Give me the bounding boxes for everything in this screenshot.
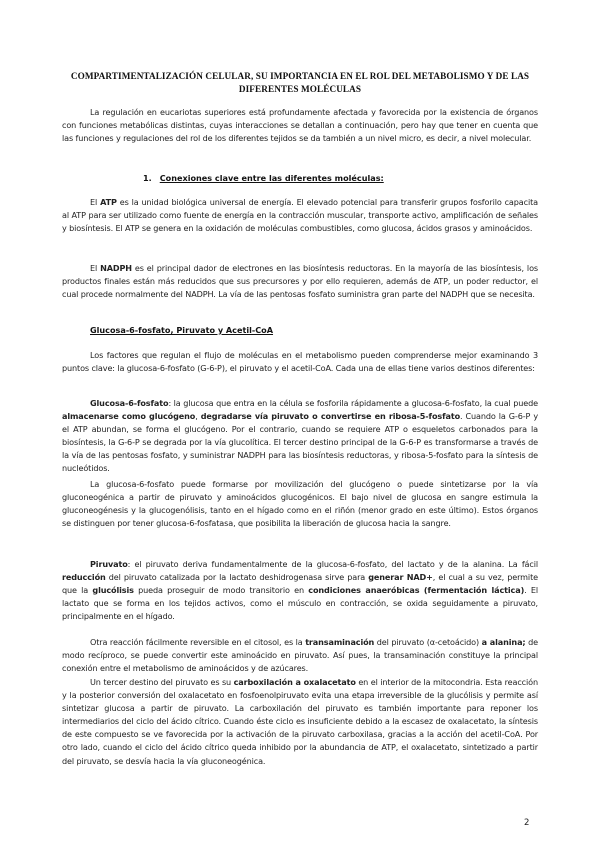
subheading-key-points: Glucosa-6-fosfato, Piruvato y Acetil-CoA [90, 325, 274, 335]
piruvato2-bold-2: a alanina; [481, 637, 526, 647]
intro-paragraph: La regulación en eucariotas superiores está profundamente afectada y favorecida por la existencia de órganos con funciones metabólicas distintas, cuyas interacciones se detallan a continuación, pero hay que tener en cuenta que las funciones y regulaciones del rol de los diferentes tejidos se da también a un nivel micro, es decir, a nivel molecular. [62, 107, 538, 144]
piruvato2-text-3: de modo recíproco, se puede convertir este aminoácido en piruvato. Así pues, la transaminación constituye la principal conexión entre el metabolismo de aminoácidos y de azúcares. [62, 637, 539, 674]
piruvato2-text-2: del piruvato (α-cetoácido) [374, 637, 482, 647]
g6p-text-1: : la glucosa que entra en la célula se fosforila rápidamente a glucosa-6-fosfato, la cual puede [168, 398, 538, 408]
g6p-paragraph [62, 397, 538, 476]
atp-paragraph [62, 196, 538, 235]
piruvato2-bold-1: transaminación [305, 637, 375, 647]
piruvato-bold-2: generar NAD+ [368, 572, 433, 583]
piruvato-bold-1: reducción [62, 572, 106, 583]
piruvato-paragraph-2 [62, 636, 538, 675]
piruvato-text-2: del piruvato catalizada por la lactato deshidrogenasa sirve para [105, 572, 369, 583]
piruvato-paragraph [62, 558, 538, 623]
nadph-pre: El [90, 263, 101, 273]
piruvato-text-4: pueda proseguir de modo transitorio en [133, 585, 309, 596]
atp-text: es la unidad biológica universal de energía. El elevado potencial para transferir grupos fosforilo capacita al ATP para ser utilizado como fuente de energía en la contracción muscular, transporte activo, amplificación de señales y biosíntesis. El ATP se genera en la oxidación de moléculas combustibles, como glucosa, ácidos grasos y aminoácidos. [62, 197, 538, 234]
section-title: Conexiones clave entre las diferentes moléculas: [159, 173, 384, 183]
atp-term: ATP [100, 197, 117, 207]
g6p-text-3: . Cuando la G-6-P y el ATP abundan, se forma el glucógeno. Por el contrario, cuando se requiere ATP o esqueletos carbonados para la biosíntesis, la G-6-P se degrada por la vía glucolítica. El tercer destino principal de la G-6-P es transformarse a través de la vía de las pentosas fosfato, y suministrar NADPH para las biosíntesis reductoras, y ribosa-5-fosfato para la síntesis de nucleótidos. [62, 411, 539, 474]
piruvato3-text-1: Un tercer destino del piruvato es su [90, 677, 234, 687]
document-title: COMPARTIMENTALIZACIÓN CELULAR, SU IMPORTANCIA EN EL ROL DEL METABOLISMO Y DE LAS DIFERENTES MOLÉCULAS [70, 71, 530, 94]
section-heading-1 [143, 172, 384, 185]
nadph-term: NADPH [100, 263, 132, 273]
piruvato2-text-1: Otra reacción fácilmente reversible en el citosol, es la [90, 637, 306, 647]
g6p-term: Glucosa-6-fosfato [90, 398, 169, 408]
page-number: 2 [524, 818, 530, 828]
piruvato-bold-3: glucólisis [92, 585, 134, 596]
atp-pre: El [90, 197, 101, 207]
g6p-bold-2: degradarse vía piruvato o convertirse en ribosa-5-fosfato [200, 411, 461, 422]
nadph-paragraph [62, 262, 538, 301]
g6p-bold-1: almacenarse como glucógeno [62, 411, 196, 422]
piruvato3-text-2: en el interior de la mitocondria. Esta reacción y la posterior conversión del oxalacetato en fosfoenolpiruvato evita una etapa irreversible de la glucólisis y permite así sintetizar glucosa a partir de piruvato. La carboxilación del piruvato es también importante para reponer los intermediarios del ciclo del ácido cítrico. Cuando éste ciclo es insuficiente debido a la escasez de oxalacetato, la síntesis de este compuesto se ve favorecida por la activación de la piruvato carboxilasa, gracias a la acción del acetil-CoA. Por otro lado, cuando el ciclo del ácido cítrico queda inhibido por la abundancia de ATP, el oxalacetato, sintetizado a partir del piruvato, se desvía hacia la vía gluconeogénica. [62, 677, 538, 766]
section-number: 1. [143, 173, 152, 183]
factors-paragraph: Los factores que regulan el flujo de moléculas en el metabolismo pueden comprenderse mejor examinando 3 puntos clave: la glucosa-6-fosfato (G-6-P), el piruvato y el acetil-CoA. Cada una de ellas tiene varios destinos diferentes: [62, 350, 538, 374]
piruvato-text-1: : el piruvato deriva fundamentalmente de la glucosa-6-fosfato, del lactato y de la alanina. La fácil [127, 559, 538, 569]
g6p-text-2: , [195, 411, 201, 422]
piruvato3-bold-1: carboxilación a oxalacetato [233, 677, 356, 687]
g6p-paragraph-2: La glucosa-6-fosfato puede formarse por movilización del glucógeno o puede sintetizarse por la vía gluconeogénica a partir de piruvato y aminoácidos glucogénicos. El bajo nivel de glucosa en sangre estimula la gluconeogénesis y la glucogenólisis, tanto en el hígado como en el riñón (menor grado en este último). Estos órganos se distinguen por tener glucosa-6-fosfatasa, que posibilita la liberación de glucosa hacia la sangre. [62, 479, 538, 529]
piruvato-text-5: . El lactato que se forma en los tejidos activos, como el músculo en contracción, se oxida seguidamente a piruvato, principalmente en el hígado. [62, 585, 538, 622]
nadph-text: es el principal dador de electrones en las biosíntesis reductoras. En la mayoría de las biosíntesis, los productos finales están más reducidos que sus precursores y por ello requieren, además de ATP, un poder reductor, el cual procede normalmente del NADPH. La vía de las pentosas fosfato suministra gran parte del NADPH que se necesita. [62, 263, 538, 300]
piruvato-paragraph-3 [62, 676, 538, 768]
piruvato-bold-4: condiciones anaeróbicas (fermentación láctica) [308, 585, 525, 596]
piruvato-text-3: , el cual a su vez, permite que la [62, 572, 538, 596]
piruvato-term: Piruvato [90, 559, 128, 569]
